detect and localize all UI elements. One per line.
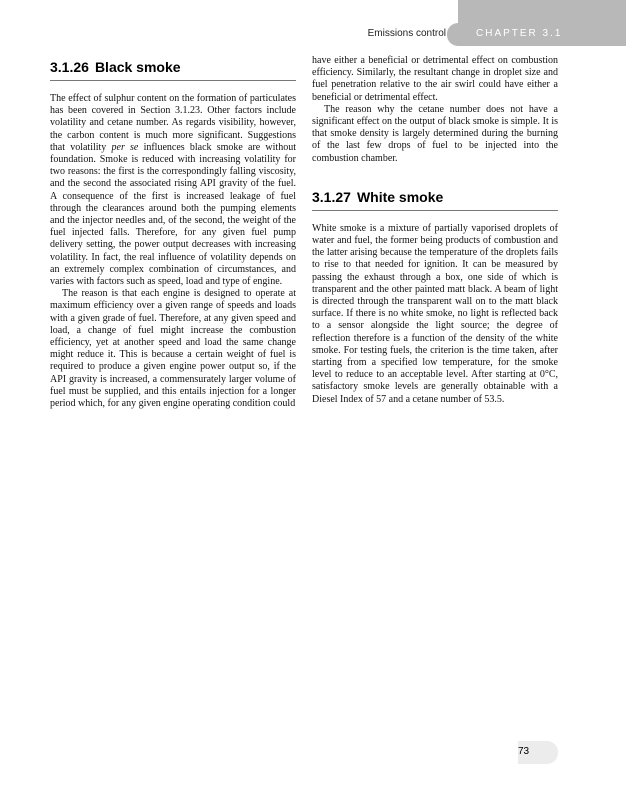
body-paragraph: White smoke is a mixture of partially vaporised droplets of water and fuel, the former being products of combustion and the latter arising because the temperature of the droplets fails to rise to that needed for ignition. It can be measured by passing the exhaust through a box, one side of which is transparent and the other painted matt black. A beam of light is directed through the transparent wall on to the matt black surface. If there is no white smoke, no light is reflected back to a sensor alongside the light source; the degree of reflection therefore is a function of the density of the white smoke. For testing fuels, the criterion is the time taken, after starting from a specified low temperature, for the smoke level to reduce to an acceptable level. After starting at 0°C, satisfactory smoke levels are generally obtainable with a Diesel Index of 57 and a cetane number of 53.5. — [312, 222, 558, 405]
section-number: 3.1.27 — [312, 188, 351, 205]
body-paragraph: The reason is that each engine is designed to operate at maximum efficiency over a given range of speeds and loads with a given grade of fuel. Therefore, at any given speed and load, a change of fuel might increase the combustion efficiency, yet at another speed and load the same change might reduce it. This is because a certain weight of fuel is required to produce a given engine power output so, if the API gravity is increased, a commensurately larger volume of fuel must be supplied, and this entails injection for a longer period which, for any given engine operating condition could — [50, 288, 296, 410]
left-column — [50, 55, 296, 410]
body-paragraph: have either a beneficial or detrimental effect on combustion efficiency. Similarly, the resultant change in droplet size and fuel penetration relative to the air swirl could have either a beneficial or detrimental effect. — [312, 55, 558, 103]
italic-term: per se — [111, 141, 139, 153]
chapter-tab — [458, 0, 626, 46]
section-heading-white-smoke — [312, 185, 558, 211]
section-title: Black smoke — [94, 59, 181, 75]
chapter-label: CHAPTER 3.1 — [476, 28, 563, 39]
page-number: 73 — [518, 746, 530, 757]
right-column — [312, 55, 558, 406]
section-title: White smoke — [356, 188, 444, 205]
body-paragraph: The effect of sulphur content on the formation of particulates has been covered in Section 3.1.23. Other factors include volatility and cetane number. As regards visibility, however, the carbon content is much more significant. Suggestions that volatility per se influences black smoke are without foundation. Smoke is reduced with increasing volatility for two reasons: the first is the correspondingly falling viscosity, and the second the associated rising API gravity of the fuel. A consequence of the first is increased leakage of fuel through the clearances around both the pumping elements and the injector needles and, of the second, the weight of the fuel injected falls. Therefore, for any given fuel pump delivery setting, the power output decreases with increasing volatility. In fact, the real influence of volatility depends on an extremely complex combination of circumstances, and varies with factors such as speed, load and type of engine. — [50, 93, 296, 288]
header-section-title: Emissions control — [367, 28, 446, 39]
section-heading-black-smoke — [50, 55, 296, 81]
page-folio — [504, 741, 558, 764]
section-number: 3.1.26 — [50, 59, 89, 75]
chapter-tab-cap — [447, 23, 469, 46]
body-paragraph: The reason why the cetane number does not have a significant effect on the output of black smoke is simple. It is that smoke density is largely determined during the burning of the last few drops of fuel to be injected into the combustion chamber. — [312, 103, 558, 164]
